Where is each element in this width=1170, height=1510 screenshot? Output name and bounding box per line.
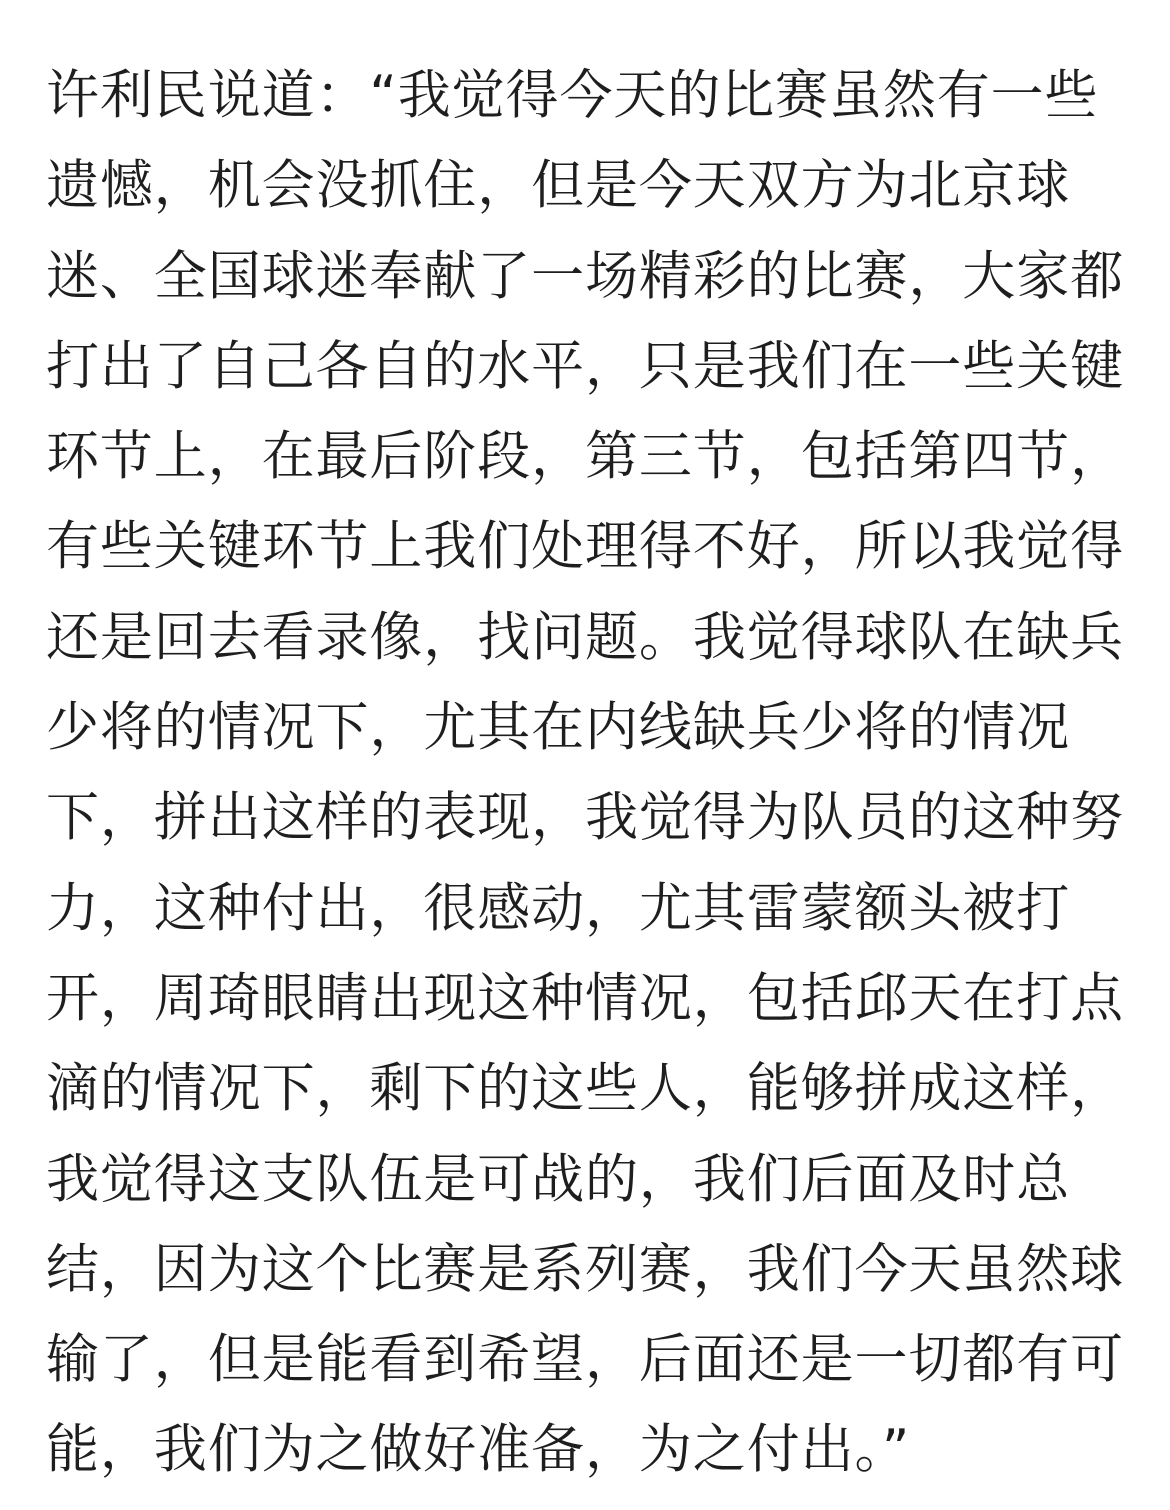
article-line: 打出了自己各自的水平，只是我们在一些关键 bbox=[46, 335, 1124, 397]
article-line: 开，周琦眼睛出现这种情况，包括邱天在打点 bbox=[46, 967, 1124, 1029]
article-line: 迷、全国球迷奉献了一场精彩的比赛，大家都 bbox=[46, 245, 1124, 307]
article-line: 力，这种付出，很感动，尤其雷蒙额头被打 bbox=[46, 877, 1071, 939]
article-line: 环节上，在最后阶段，第三节，包括第四节， bbox=[46, 426, 1124, 488]
article-line: 我觉得这支队伍是可战的，我们后面及时总 bbox=[46, 1148, 1071, 1210]
article-line: 许利民说道：“我觉得今天的比赛虽然有一些 bbox=[46, 65, 1099, 126]
article-line: 能，我们为之做好准备，为之付出。” bbox=[46, 1419, 911, 1481]
article-line: 下，拼出这样的表现，我觉得为队员的这种努 bbox=[46, 787, 1124, 849]
article-line: 遗憾，机会没抓住，但是今天双方为北京球 bbox=[46, 155, 1071, 217]
article-line: 滴的情况下，剩下的这些人，能够拼成这样， bbox=[46, 1058, 1124, 1120]
article-line: 还是回去看录像，找问题。我觉得球队在缺兵 bbox=[46, 606, 1124, 668]
article-line: 有些关键环节上我们处理得不好，所以我觉得 bbox=[46, 516, 1124, 578]
article-line: 结，因为这个比赛是系列赛，我们今天虽然球 bbox=[46, 1238, 1124, 1300]
article-line: 少将的情况下，尤其在内线缺兵少将的情况 bbox=[46, 697, 1071, 759]
article-body bbox=[46, 51, 1136, 1496]
article-line: 输了，但是能看到希望，后面还是一切都有可 bbox=[46, 1329, 1124, 1391]
